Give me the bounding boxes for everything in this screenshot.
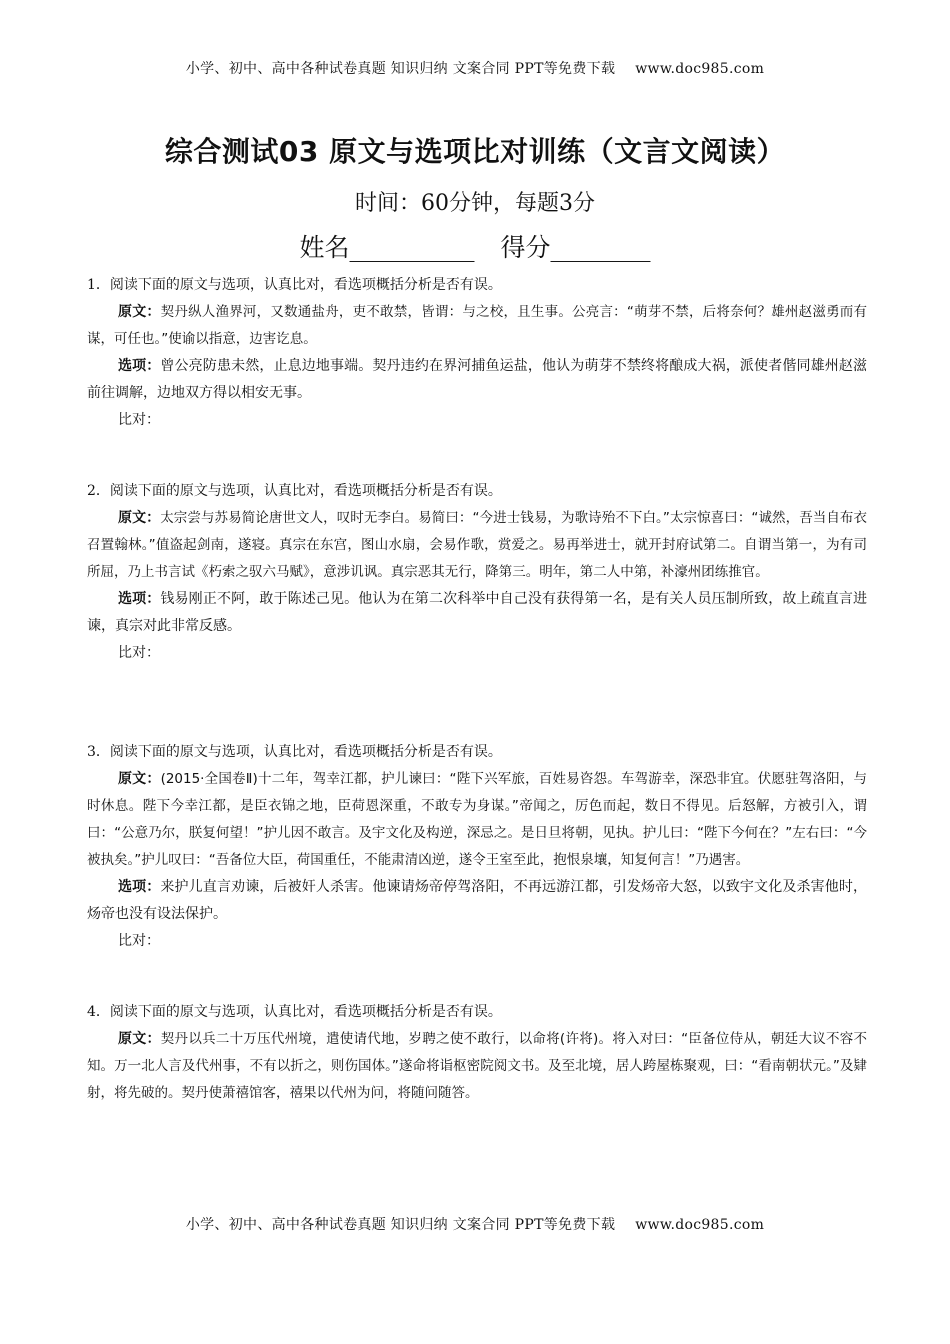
option-label: 选项： xyxy=(118,358,161,374)
original-label: 原文： xyxy=(118,510,161,526)
original-text xyxy=(87,505,867,586)
option-content: 曾公亮防患未然，止息边地事端。契丹违约在界河捕鱼运盐，他认为萌芽不禁终将酿成大祸，派使者偕同雄州赵滋前往调解，边地双方得以相安无事。 xyxy=(87,358,867,401)
question-intro: 1．阅读下面的原文与选项，认真比对，看选项概括分析是否有误。 xyxy=(87,277,502,293)
question-intro: 4．阅读下面的原文与选项，认真比对，看选项概括分析是否有误。 xyxy=(87,1004,502,1020)
original-content: 太宗尝与苏易简论唐世文人，叹时无李白。易简曰：“今进士钱易，为歌诗殆不下白。”太宗惊喜曰：“诚然，吾当自布衣召置翰林。”值盗起剑南，遂寝。真宗在东宫，图山水扇，会易作歌，赏爱之。易再举进士，就开封府试第二。自谓当第一，为有司所屈，乃上书言试《朽索之驭六马赋》，意涉讥讽。真宗恶其无行，降第三。明年，第二人中第，补濠州团练推官。 xyxy=(87,510,868,580)
question-1 xyxy=(87,272,867,434)
page-subtitle: 时间：60分钟，每题3分 xyxy=(355,191,595,216)
question-intro: 3．阅读下面的原文与选项，认真比对，看选项概括分析是否有误。 xyxy=(87,744,502,760)
option-text xyxy=(87,353,867,407)
question-3 xyxy=(87,739,867,955)
original-text xyxy=(87,299,867,353)
compare-field[interactable]: 比对： xyxy=(118,645,160,661)
header-url[interactable]: www.doc985.com xyxy=(635,61,765,77)
original-content: 契丹以兵二十万压代州境，遣使请代地，岁聘之使不敢行，以命将(许将)。将入对曰：“臣备位侍从，朝廷大议不容不知。万一北人言及代州事，不有以折之，则伤国体。”遂命将诣枢密院阅文书。及至北境，居人跨屋栋聚观，曰：“看南朝状元。”及肄射，将先破的。契丹使萧禧馆客，禧果以代州为问，将随问随答。 xyxy=(87,1031,868,1101)
footer-url[interactable]: www.doc985.com xyxy=(635,1217,765,1233)
option-label: 选项： xyxy=(118,591,161,607)
name-field[interactable]: 姓名__________ xyxy=(299,233,475,262)
score-field[interactable]: 得分________ xyxy=(500,233,651,262)
page-header xyxy=(0,58,950,78)
option-content: 来护儿直言劝谏，后被奸人杀害。他谏请炀帝停驾洛阳，不再远游江都，引发炀帝大怒，以致宇文化及杀害他时，炀帝也没有设法保护。 xyxy=(87,879,867,922)
original-label: 原文： xyxy=(118,1031,161,1047)
compare-field[interactable]: 比对： xyxy=(118,412,160,428)
original-label: 原文： xyxy=(118,771,161,787)
question-2 xyxy=(87,478,867,667)
footer-text: 小学、初中、高中各种试卷真题 知识归纳 文案合同 PPT等免费下载 xyxy=(185,1217,616,1233)
name-score-bar xyxy=(0,228,950,264)
page-title: 综合测试03 原文与选项比对训练（文言文阅读） xyxy=(164,135,786,168)
option-text xyxy=(87,586,867,640)
question-intro: 2．阅读下面的原文与选项，认真比对，看选项概括分析是否有误。 xyxy=(87,483,502,499)
original-label: 原文： xyxy=(118,304,161,320)
questions-area xyxy=(87,272,867,1107)
option-label: 选项： xyxy=(118,879,161,895)
original-content: (2015·全国卷Ⅱ)十二年，驾幸江都，护儿谏曰：“陛下兴军旅，百姓易咨怨。车驾游幸，深恐非宜。伏愿驻驾洛阳，与时休息。陛下今幸江都，是臣衣锦之地，臣荷恩深重，不敢专为身谋。”帝闻之，厉色而起，数日不得见。后怒解，方被引入，谓曰：“公意乃尔，朕复何望！”护儿因不敢言。及宇文化及构逆，深忌之。是日旦将朝，见执。护儿曰：“陛下今何在？”左右曰：“今被执矣。”护儿叹曰：“吾备位大臣，荷国重任，不能肃清凶逆，遂令王室至此，抱恨泉壤，知复何言！”乃遇害。 xyxy=(87,771,868,868)
original-content: 契丹纵人渔界河，又数通盐舟，吏不敢禁，皆谓：与之校，且生事。公亮言：“萌芽不禁，后将奈何？雄州赵滋勇而有谋，可任也。”使谕以指意，边害讫息。 xyxy=(87,304,867,347)
page-footer xyxy=(0,1214,950,1234)
original-text xyxy=(87,766,867,874)
option-content: 钱易刚正不阿，敢于陈述己见。他认为在第二次科举中自己没有获得第一名，是有关人员压制所致，故上疏直言进谏，真宗对此非常反感。 xyxy=(87,591,867,634)
header-text: 小学、初中、高中各种试卷真题 知识归纳 文案合同 PPT等免费下载 xyxy=(185,61,616,77)
option-text xyxy=(87,874,867,928)
compare-field[interactable]: 比对： xyxy=(118,933,160,949)
question-4 xyxy=(87,999,867,1107)
original-text xyxy=(87,1026,867,1107)
